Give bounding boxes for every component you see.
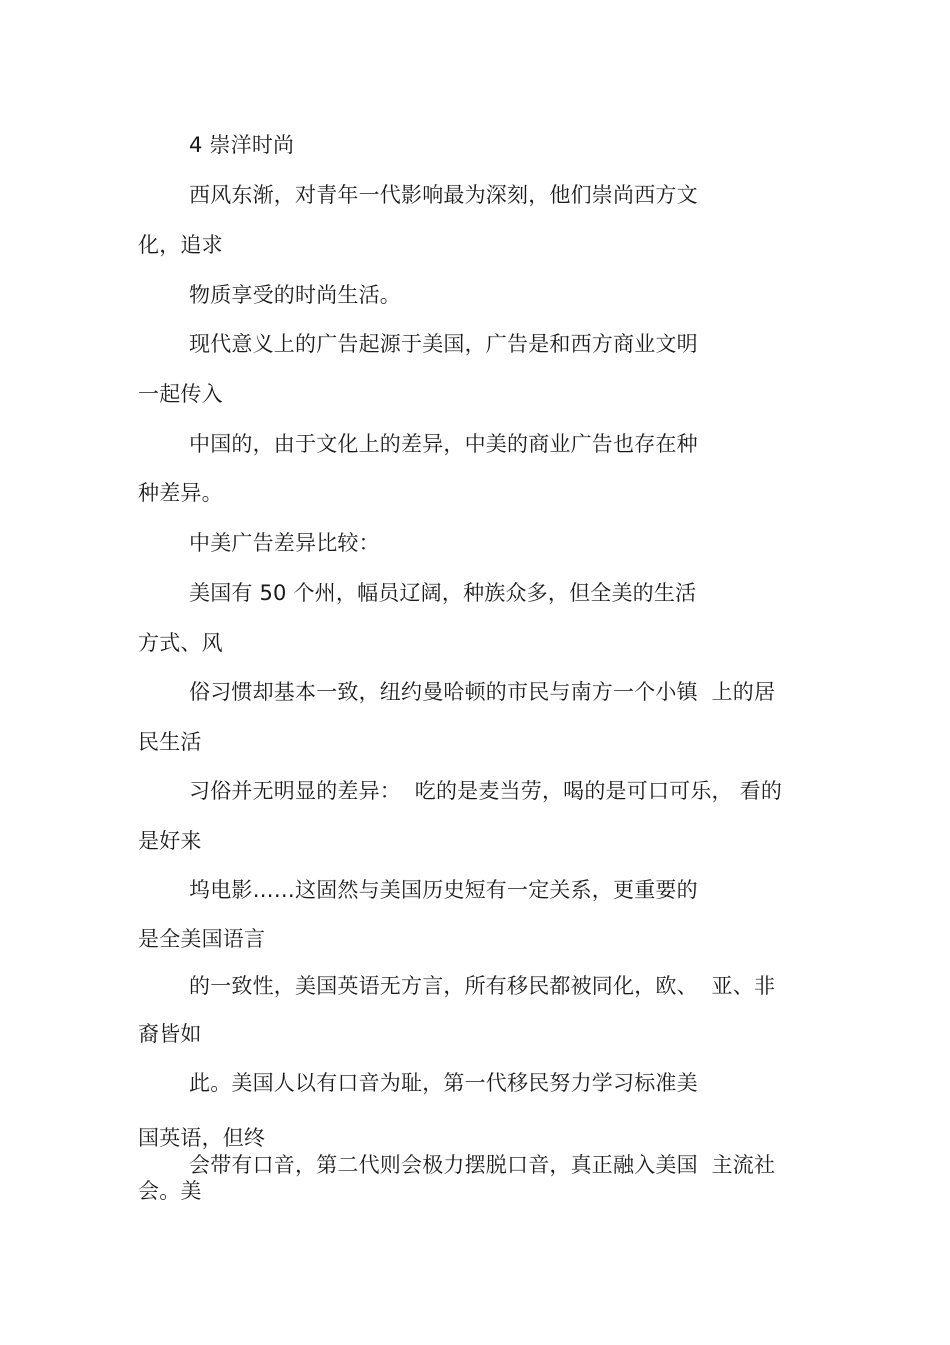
paragraph-line: 种差异。 [138,481,223,505]
paragraph-line: 是好来 [138,829,202,853]
paragraph-line: 方式、风 [138,631,223,655]
paragraph-line: 物质享受的时尚生活。 [189,283,401,307]
paragraph-line: 习俗并无明显的差异： 吃的是麦当劳，喝的是可口可乐， 看的 [189,779,783,803]
paragraph-line: 中国的，由于文化上的差异，中美的商业广告也存在种 [189,432,698,456]
paragraph-line: 一起传入 [138,382,223,406]
paragraph-line: 俗习惯却基本一致，纽约曼哈顿的市民与南方一个小镇 上的居 [189,680,776,704]
paragraph-line: 裔皆如 [138,1022,202,1046]
paragraph-line: 化，追求 [138,233,223,257]
paragraph-line: 此。美国人以有口音为耻，第一代移民努力学习标准美 [189,1071,698,1095]
section-heading: 4 崇洋时尚 [189,133,295,157]
paragraph-line: 的一致性，美国英语无方言，所有移民都被同化，欧、 亚、非 [189,974,776,998]
paragraph-line: 坞电影……这固然与美国历史短有一定关系，更重要的 [189,878,698,902]
paragraph-line: 民生活 [138,730,202,754]
paragraph-line: 是全美国语言 [138,927,266,951]
paragraph-line: 西风东渐，对青年一代影响最为深刻，他们崇尚西方文 [189,183,698,207]
paragraph-line: 中美广告差异比较： [189,531,380,555]
paragraph-line: 现代意义上的广告起源于美国，广告是和西方商业文明 [189,332,698,356]
paragraph-line: 会。美 [138,1179,202,1203]
paragraph-line: 美国有 50 个州，幅员辽阔，种族众多，但全美的生活 [189,581,697,605]
paragraph-line: 会带有口音，第二代则会极力摆脱口音，真正融入美国 主流社 [189,1153,776,1177]
paragraph-line: 国英语，但终 [138,1126,266,1150]
